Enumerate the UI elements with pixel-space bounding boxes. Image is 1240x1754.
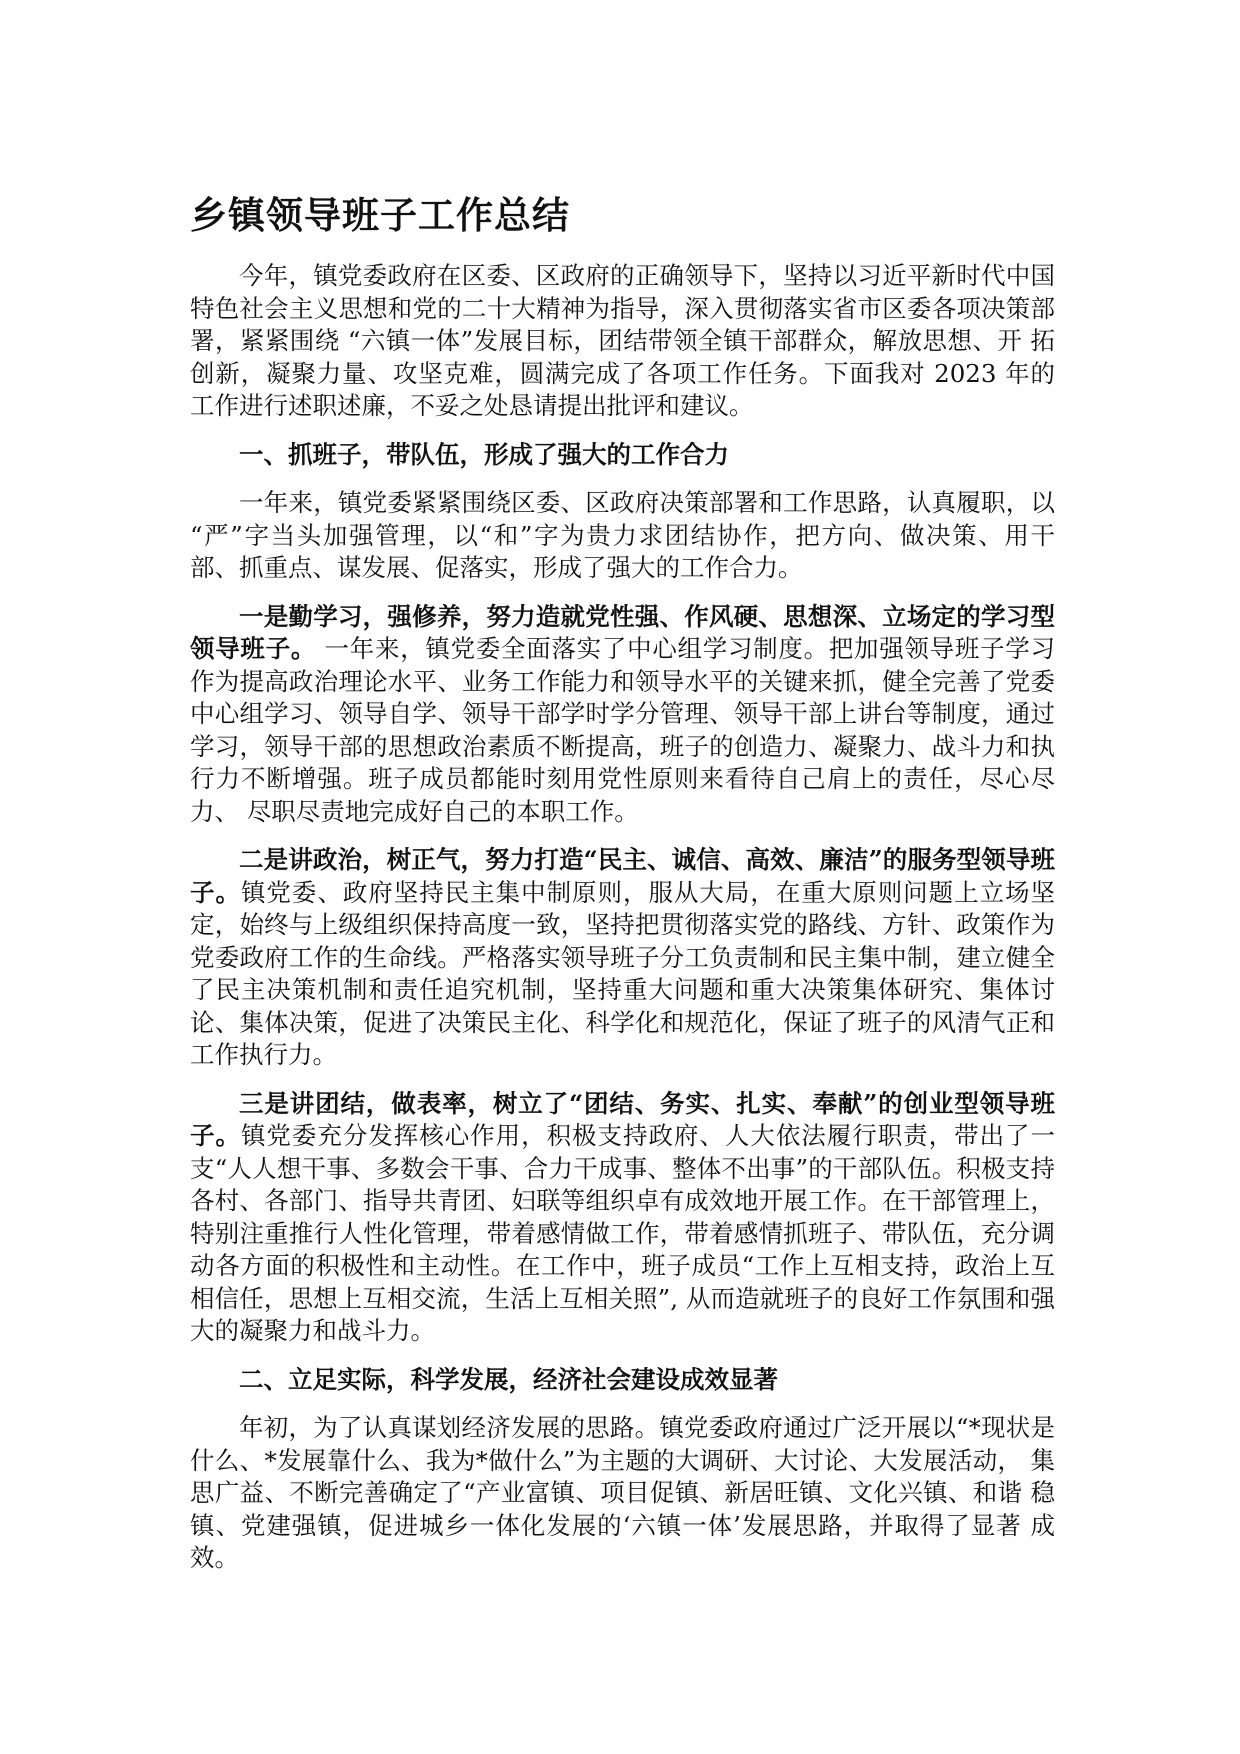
- section-1-item-3-text: 镇党委充分发挥核心作用，积极支持政府、人大依法履行职责，带出了一支“人人想干事、多数会干事、合力干成事、整体不出事”的干部队伍。积极支持各村、各部门、指导共青团、妇联等组织卓有成效地开展工作。在干部管理上，特别注重推行人性化管理，带着感情做工作，带着感情抓班子、带队伍，充分调动各方面的积极性和主动性。在工作中，班子成员“工作上互相支持，政治上互相信任，思想上互相交流，生活上互相关照”, 从而造就班子的良好工作氛围和强大的凝聚力和战斗力。: [190, 1121, 1056, 1345]
- section-1-item-2-paragraph: [190, 844, 1055, 1072]
- section-2-intro-paragraph: 年初，为了认真谋划经济发展的思路。镇党委政府通过广泛开展以“*现状是什么、*发展靠什么、我为*做什么”为主题的大调研、大讨论、大发展活动， 集思广益、不断完善确定了“产业富镇、项目促镇、新居旺镇、文化兴镇、和谐 稳镇、党建强镇，促进城乡一体化发展的‘六镇一体’发展思路，并取得了显著 成效。: [190, 1413, 1055, 1572]
- document-body: [190, 192, 1055, 1591]
- document-title: 乡镇领导班子工作总结: [190, 194, 570, 237]
- section-1-intro-paragraph: 一年来，镇党委紧紧围绕区委、区政府决策部署和工作思路，认真履职，以 “严”字当头加强管理，以“和”字为贵力求团结协作，把方向、做决策、用干 部、抓重点、谋发展、促落实，形成了强大的工作合力。: [190, 488, 1055, 582]
- intro-paragraph: 今年，镇党委政府在区委、区政府的正确领导下，坚持以习近平新时代中国 特色社会主义思想和党的二十大精神为指导，深入贯彻落实省市区委各项决策部 署，紧紧围绕 “六镇一体”发展目标，团结带领全镇干部群众，解放思想、开 拓创新，凝聚力量、攻坚克难，圆满完成了各项工作任务。下面我对 2023 年的 工作进行述职述廉，不妥之处恳请提出批评和建议。: [190, 261, 1055, 420]
- section-1-item-2-lead: 二是讲政治，树正气，努力打造“民主、诚信、高效、廉洁”的服务型领导班子。: [190, 845, 1055, 907]
- section-1-item-2-text: 镇党委、政府坚持民主集中制原则，服从大局，在重大原则问题上立场坚定，始终与上级组织保持高度一致，坚持把贯彻落实党的路线、方针、政策作为党委政府工作的生命线。严格落实领导班子分工负责制和民主集中制，建立健全了民主决策机制和责任追究机制，坚持重大问题和重大决策集体研究、集体讨论、集体决策，促进了决策民主化、科学化和规范化，保证了班子的风清气正和工作执行力。: [190, 877, 1056, 1069]
- section-2-heading: 二、立足实际，科学发展，经济社会建设成效显著: [239, 1364, 778, 1394]
- section-1-item-3-paragraph: [190, 1088, 1055, 1348]
- section-1-heading: 一、抓班子，带队伍，形成了强大的工作合力: [239, 439, 729, 469]
- section-1-item-1-text: 一年来，镇党委全面落实了中心组学习制度。把加强领导班子学习作为提高政治理论水平、业务工作能力和领导水平的关键来抓，健全完善了党委中心组学习、领导自学、领导干部学时学分管理、领导干部上讲台等制度，通过学习，领导干部的思想政治素质不断提高，班子的创造力、凝聚力、战斗力和执行力不断增强。班子成员都能时刻用党性原则来看待自己肩上的责任，尽心尽力、 尽职尽责地完成好自己的本职工作。: [190, 634, 1055, 826]
- section-1-item-3-lead: 三是讲团结，做表率，树立了“团结、务实、扎实、奉献”的创业型领导班子。: [190, 1088, 1055, 1150]
- section-1-item-1-paragraph: [190, 601, 1055, 829]
- section-1-item-1-lead: 一是勤学习，强修养，努力造就党性强、作风硬、思想深、立场定的学习型领导班子。: [190, 601, 1055, 663]
